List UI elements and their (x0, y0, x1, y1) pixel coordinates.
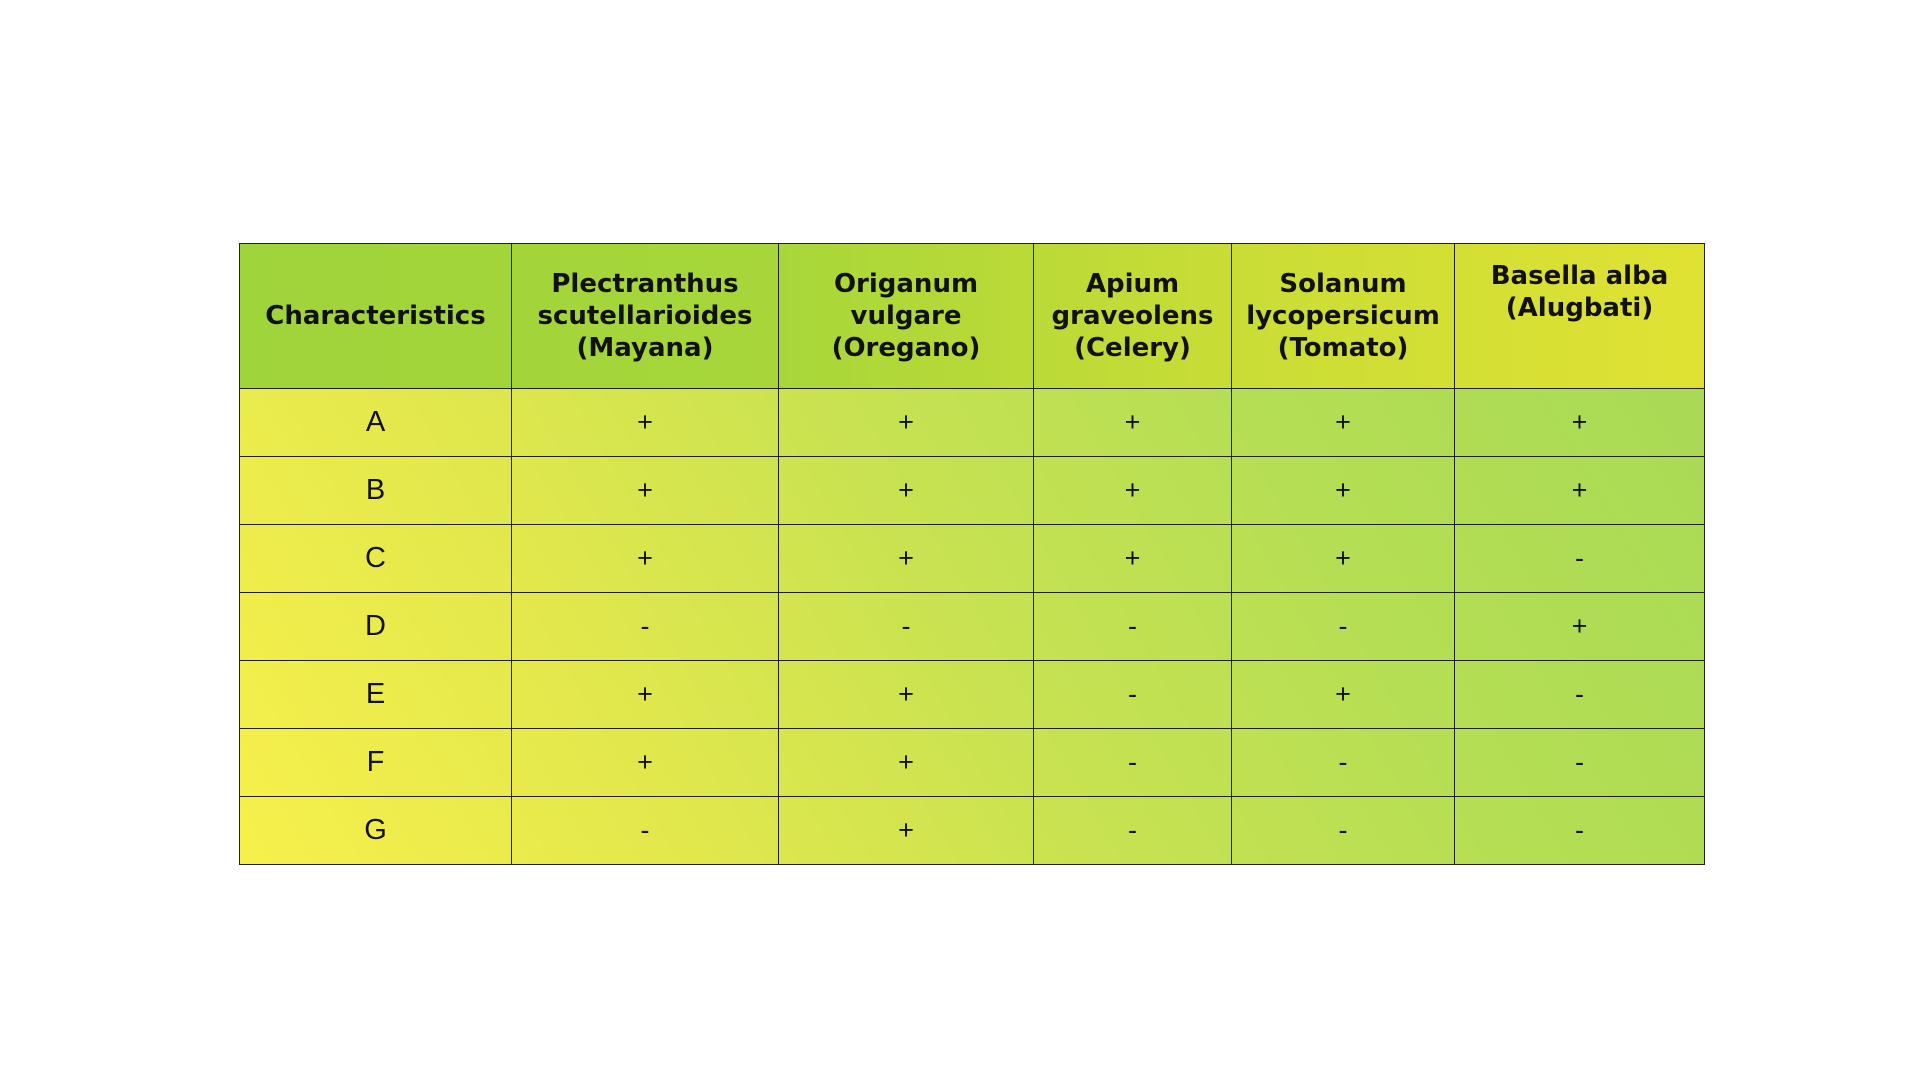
value-cell: + (1232, 525, 1455, 593)
header-line: Apium (1085, 269, 1180, 299)
value-cell: + (512, 525, 779, 593)
header-line: Origanum (833, 269, 979, 299)
value-cell: - (512, 797, 779, 865)
characteristic-cell: C (240, 525, 512, 593)
value-cell: - (1034, 797, 1232, 865)
value-cell: + (1034, 389, 1232, 457)
value-cell: + (512, 457, 779, 525)
header-line: (Oregano) (831, 333, 981, 363)
table-header (240, 244, 1705, 389)
table-row (240, 797, 1705, 865)
characteristic-cell: D (240, 593, 512, 661)
table-row (240, 457, 1705, 525)
header-line: Solanum (1279, 269, 1407, 299)
characteristics-table-container (239, 243, 1704, 850)
value-cell: - (1455, 797, 1705, 865)
table-row (240, 729, 1705, 797)
value-cell: - (512, 593, 779, 661)
value-cell: + (1034, 525, 1232, 593)
header-row (240, 244, 1705, 389)
value-cell: - (1455, 729, 1705, 797)
header-line: (Alugbati) (1505, 293, 1654, 323)
value-cell: + (1034, 457, 1232, 525)
value-cell: + (1455, 593, 1705, 661)
header-line: (Tomato) (1277, 333, 1409, 363)
header-line: Basella alba (1490, 261, 1669, 291)
characteristic-cell: G (240, 797, 512, 865)
value-cell: - (1232, 797, 1455, 865)
characteristic-cell: F (240, 729, 512, 797)
value-cell: + (779, 661, 1034, 729)
header-line: (Mayana) (576, 333, 714, 363)
value-cell: + (1232, 661, 1455, 729)
value-cell: + (779, 525, 1034, 593)
header-line: graveolens (1051, 301, 1214, 331)
value-cell: - (1232, 729, 1455, 797)
header-apium (1034, 244, 1232, 389)
table-row (240, 389, 1705, 457)
characteristic-cell: A (240, 389, 512, 457)
value-cell: - (779, 593, 1034, 661)
table-row (240, 593, 1705, 661)
header-characteristics (240, 244, 512, 389)
value-cell: + (1232, 389, 1455, 457)
value-cell: + (512, 661, 779, 729)
header-line: Plectranthus (551, 269, 739, 299)
header-solanum (1232, 244, 1455, 389)
header-line: scutellarioides (537, 301, 753, 331)
value-cell: - (1034, 661, 1232, 729)
value-cell: - (1034, 729, 1232, 797)
header-origanum (779, 244, 1034, 389)
header-basella (1455, 244, 1705, 389)
value-cell: + (512, 389, 779, 457)
value-cell: + (512, 729, 779, 797)
table-row (240, 525, 1705, 593)
value-cell: - (1455, 661, 1705, 729)
characteristics-table (239, 243, 1705, 865)
header-line: lycopersicum (1246, 301, 1440, 331)
header-line: Characteristics (265, 301, 486, 331)
value-cell: + (779, 389, 1034, 457)
value-cell: - (1232, 593, 1455, 661)
value-cell: + (779, 729, 1034, 797)
table-body (240, 389, 1705, 865)
value-cell: - (1034, 593, 1232, 661)
value-cell: + (779, 457, 1034, 525)
value-cell: - (1455, 525, 1705, 593)
value-cell: + (779, 797, 1034, 865)
characteristic-cell: B (240, 457, 512, 525)
table-row (240, 661, 1705, 729)
value-cell: + (1232, 457, 1455, 525)
header-line: (Celery) (1074, 333, 1191, 363)
value-cell: + (1455, 389, 1705, 457)
characteristic-cell: E (240, 661, 512, 729)
value-cell: + (1455, 457, 1705, 525)
header-plectranthus (512, 244, 779, 389)
header-line: vulgare (850, 301, 962, 331)
